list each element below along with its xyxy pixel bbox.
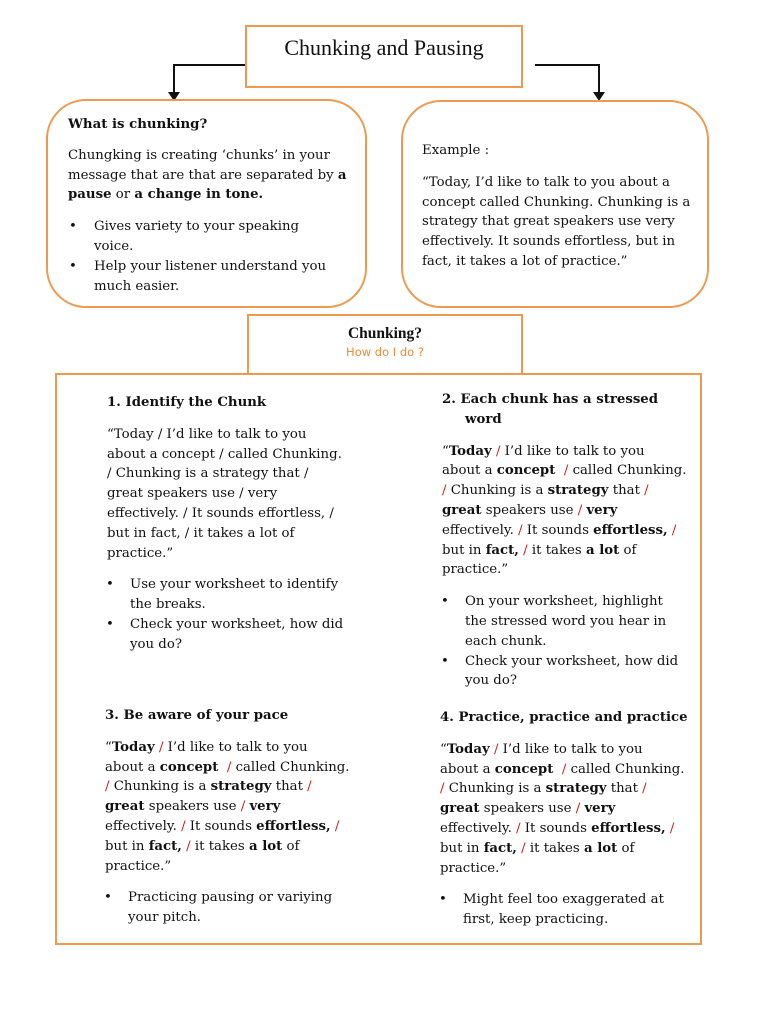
what-is-chunking-box <box>46 99 367 308</box>
bullet-item: • Help your listener understand you <box>48 257 358 277</box>
right-arrow-horizontal <box>535 64 599 66</box>
definition-line: Chungking is creating ‘chunks’ in your <box>68 147 330 163</box>
bullet-continuation: you do? <box>465 673 517 689</box>
bullet-continuation: the stressed word you hear in <box>465 613 667 629</box>
section-identify-chunk <box>107 393 377 655</box>
quote-line: but in fact, / it takes a lot of <box>107 525 295 541</box>
how-box <box>247 314 523 375</box>
quote-line: / Chunking is a strategy that / <box>440 781 647 797</box>
section-2-heading: 2. Each chunk has a stressed <box>442 392 659 407</box>
bullet-item: • Might feel too exaggerated at <box>418 890 695 910</box>
how-subheading: How do I do ? <box>346 345 424 359</box>
definition-line: message that are that are separated by a <box>68 167 347 183</box>
left-arrow-horizontal <box>173 64 245 66</box>
quote-line: / Chunking is a strategy that / <box>105 779 312 795</box>
section-pace <box>105 706 375 928</box>
right-arrow-vertical <box>598 64 600 94</box>
quote-line: effectively. / It sounds effortless, / <box>107 505 334 521</box>
section-2-heading-cont: word <box>465 411 502 427</box>
quote-line: about a concept / called Chunking. <box>440 761 685 777</box>
how-heading: Chunking? <box>347 325 423 342</box>
title-box <box>245 25 523 88</box>
quote-line: practice.” <box>107 545 174 561</box>
quote-line: effectively. / It sounds effortless, / <box>442 522 677 538</box>
section-practice <box>440 708 695 930</box>
example-box <box>401 100 709 308</box>
section-stressed-word <box>442 390 692 691</box>
example-label: Example : <box>422 143 490 158</box>
quote-line: “Today / I’d like to talk to you <box>105 739 308 755</box>
definition-line: pause or a change in tone. <box>68 187 264 203</box>
quote-line: but in fact, / it takes a lot of <box>105 838 300 854</box>
example-line: concept called Chunking. Chunking is a <box>422 194 691 210</box>
bullet-continuation: your pitch. <box>128 910 202 926</box>
quote-line: about a concept / called Chunking. <box>105 759 350 775</box>
quote-line: great speakers use / very <box>107 486 278 502</box>
quote-line: practice.” <box>442 562 509 578</box>
quote-line: effectively. / It sounds effortless, / <box>105 818 340 834</box>
quote-line: but in fact, / it takes a lot of <box>442 542 637 558</box>
quote-line: “Today / I’d like to talk to you <box>442 443 645 459</box>
quote-line: great speakers use / very <box>440 801 616 817</box>
quote-line: about a concept / called Chunking. <box>107 446 342 462</box>
quote-line: / Chunking is a strategy that / <box>107 466 309 482</box>
what-is-chunking-heading: What is chunking? <box>68 117 208 132</box>
quote-line: about a concept / called Chunking. <box>442 463 687 479</box>
section-1-heading: 1. Identify the Chunk <box>107 395 267 410</box>
example-line: effectively. It sounds effortless, but in <box>422 234 676 250</box>
quote-line: practice.” <box>105 858 172 874</box>
quote-line: great speakers use / very <box>442 502 618 518</box>
bullet-item: • Check your worksheet, how did <box>420 652 692 672</box>
left-arrow-vertical <box>173 64 175 94</box>
quote-line: “Today / I’d like to talk to you <box>107 426 307 442</box>
example-line: “Today, I’d like to talk to you about a <box>422 174 670 190</box>
bullet-item: • Gives variety to your speaking <box>48 217 358 237</box>
bullet-continuation: the breaks. <box>130 597 206 613</box>
example-line: fact, it takes a lot of practice.” <box>422 253 628 269</box>
bullet-continuation: you do? <box>130 636 182 652</box>
quote-line: but in fact, / it takes a lot of <box>440 840 635 856</box>
bullet-item: • Check your worksheet, how did <box>85 615 377 635</box>
bullet-continuation: first, keep practicing. <box>463 912 609 928</box>
quote-line: practice.” <box>440 860 507 876</box>
quote-line: / Chunking is a strategy that / <box>442 483 649 499</box>
quote-line: great speakers use / very <box>105 799 281 815</box>
section-3-heading: 3. Be aware of your pace <box>105 708 289 723</box>
bullet-continuation: much easier. <box>94 278 180 294</box>
bullet-item: • On your worksheet, highlight <box>420 592 692 612</box>
bullet-item: • Use your worksheet to identify <box>85 575 377 595</box>
example-line: strategy that great speakers use very <box>422 214 675 230</box>
page-title: Chunking and Pausing <box>284 35 484 60</box>
bullet-continuation: voice. <box>94 238 134 254</box>
section-4-heading: 4. Practice, practice and practice <box>440 710 688 725</box>
quote-line: effectively. / It sounds effortless, / <box>440 820 675 836</box>
quote-line: “Today / I’d like to talk to you <box>440 741 643 757</box>
bullet-item: • Practicing pausing or variying <box>83 888 375 908</box>
bullet-continuation: each chunk. <box>465 633 547 649</box>
